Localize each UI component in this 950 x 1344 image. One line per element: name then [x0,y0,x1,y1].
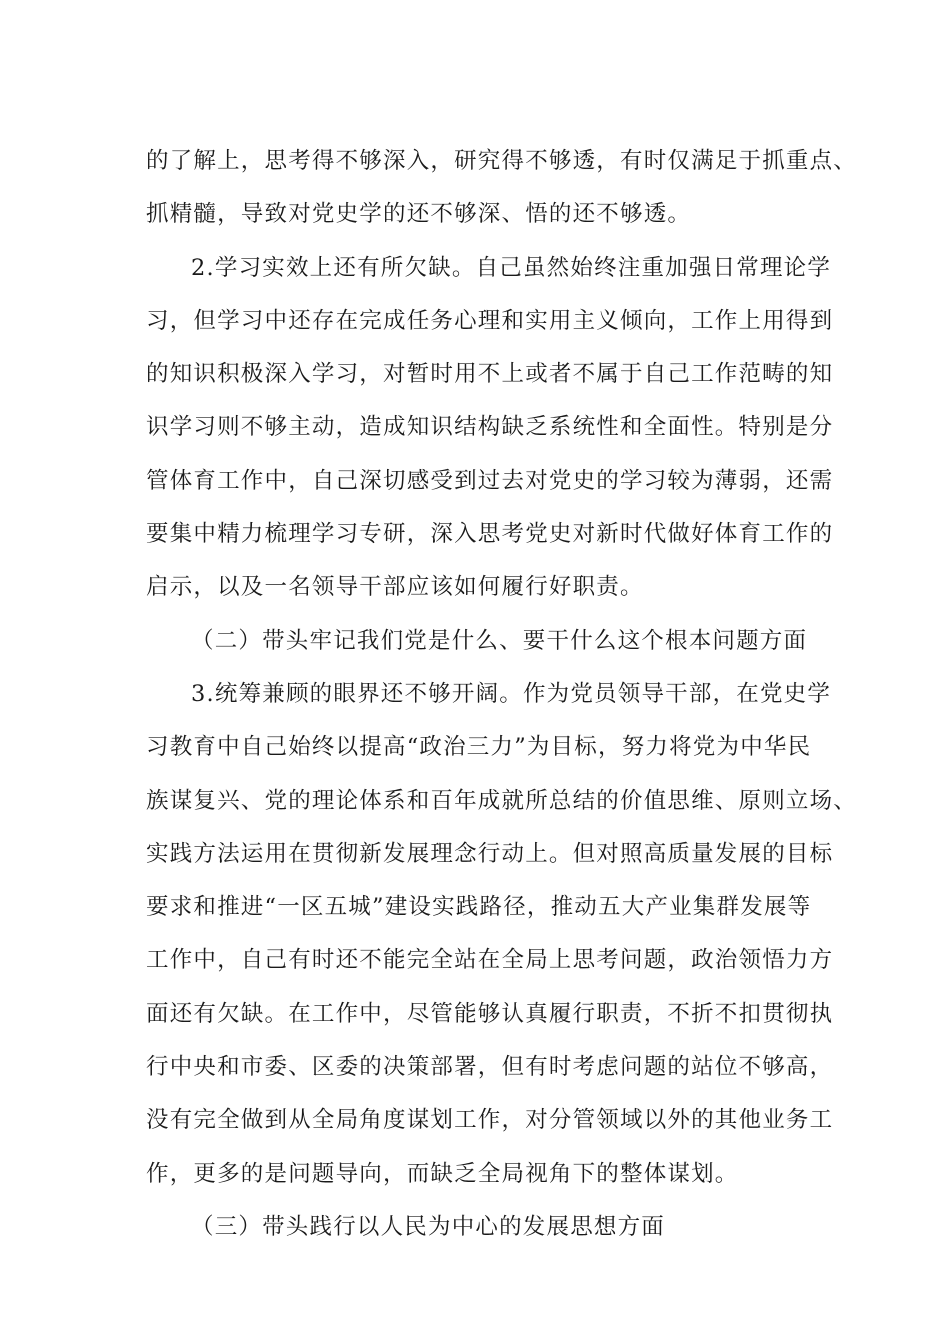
body-text-line: 面还有欠缺。在工作中，尽管能够认真履行职责，不折不扣贯彻执 [146,1000,834,1027]
paragraph-start-line: 2.学习实效上还有所欠缺。自己虽然始终注重加强日常理论学 [191,254,832,281]
body-text-line: 习，但学习中还存在完成任务心理和实用主义倾向，工作上用得到 [146,307,834,334]
body-text-line: 行中央和市委、区委的决策部署，但有时考虑问题的站位不够高， [146,1054,834,1081]
paragraph-start-line: 3.统筹兼顾的眼界还不够开阔。作为党员领导干部，在党史学 [191,680,832,707]
body-text-line: 启示，以及一名领导干部应该如何履行好职责。 [146,574,644,601]
body-text-line: 的知识积极深入学习，对暂时用不上或者不属于自己工作范畴的知 [146,361,834,388]
body-text-line: 要集中精力梳理学习专研，深入思考党史对新时代做好体育工作的 [146,521,834,548]
body-text-line: 没有完全做到从全局角度谋划工作，对分管领域以外的其他业务工 [146,1107,834,1134]
body-text-line: 要求和推进“一区五城”建设实践路径，推动五大产业集群发展等 [146,894,812,921]
body-text-line: 抓精髓，导致对党史学的还不够深、悟的还不够透。 [146,201,692,228]
body-text-line: 作，更多的是问题导向，而缺乏全局视角下的整体谋划。 [146,1160,739,1187]
body-text-line: 习教育中自己始终以提高“政治三力”为目标，努力将党为中华民 [146,734,812,761]
body-text-line: 识学习则不够主动，造成知识结构缺乏系统性和全面性。特别是分 [146,414,834,441]
section-heading: （二）带头牢记我们党是什么、要干什么这个根本问题方面 [191,627,808,654]
body-text-line: 管体育工作中，自己深切感受到过去对党史的学习较为薄弱，还需 [146,467,834,494]
section-heading: （三）带头践行以人民为中心的发展思想方面 [191,1213,666,1240]
document-page [146,135,858,1254]
body-text-line: 实践方法运用在贯彻新发展理念行动上。但对照高质量发展的目标 [146,840,834,867]
body-text-line: 工作中，自己有时还不能完全站在全局上思考问题，政治领悟力方 [146,947,834,974]
body-text-line: 的了解上，思考得不够深入，研究得不够透，有时仅满足于抓重点、 [146,148,858,174]
body-text-line: 族谋复兴、党的理论体系和百年成就所总结的价值思维、原则立场、 [146,787,858,814]
